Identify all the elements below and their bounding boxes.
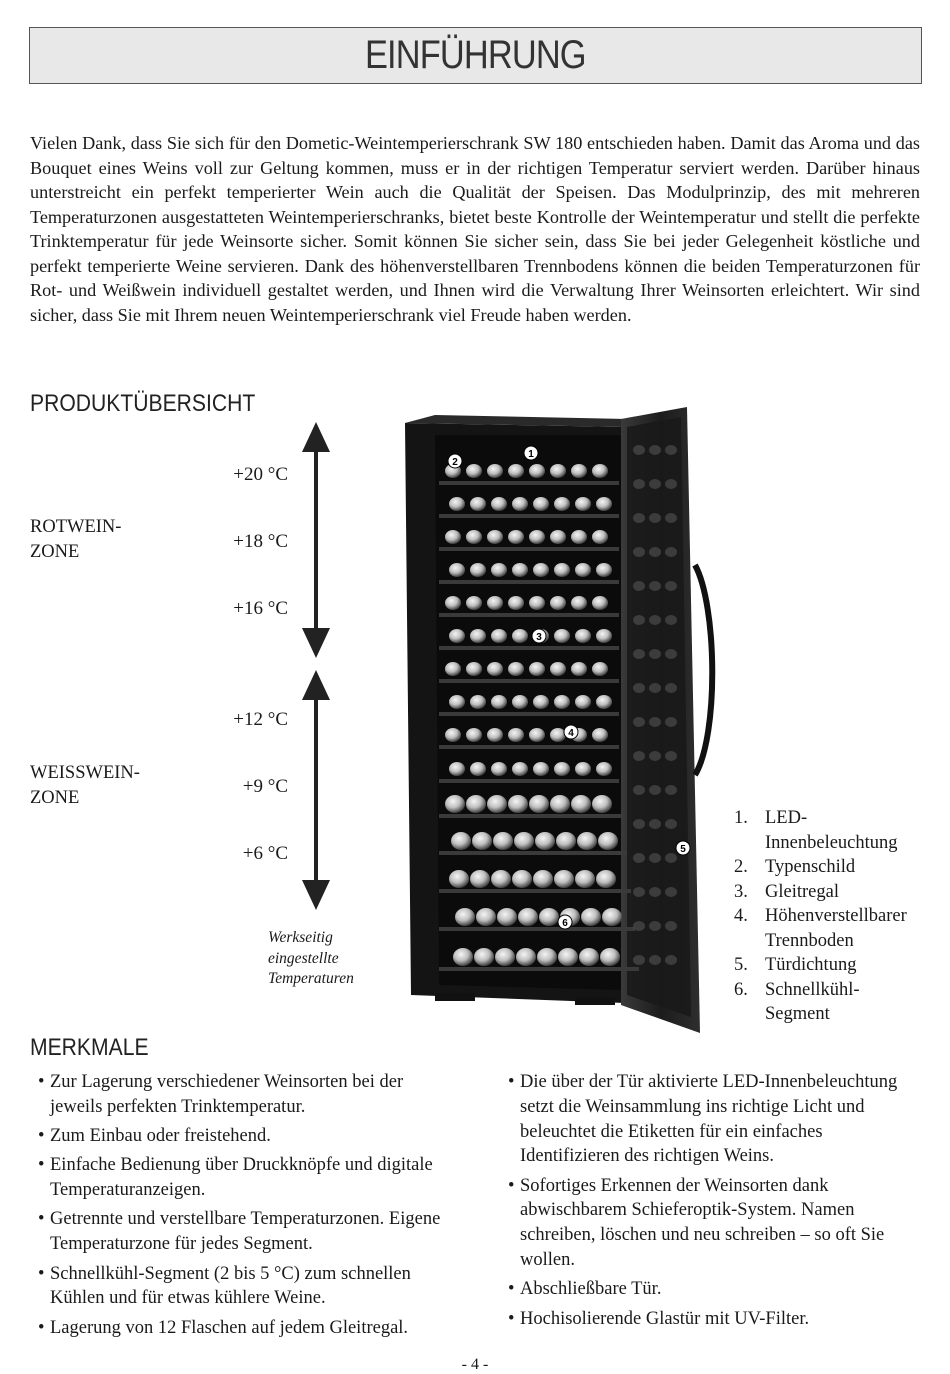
callout-4-icon	[564, 725, 578, 739]
factory-settings-note	[268, 928, 354, 990]
svg-text:6: 6	[562, 918, 568, 929]
feature-item: • Getrennte und verstellbare Temperaturzonen. Eigene Temperaturzone für jedes Segment.	[38, 1207, 458, 1257]
svg-text:2: 2	[452, 457, 458, 468]
red-zone-arrow-icon	[296, 420, 336, 660]
feature-item: • Hochisolierende Glastür mit UV-Filter.	[508, 1307, 913, 1332]
legend-item: 5. Türdichtung	[734, 955, 857, 975]
feature-item: • Zur Lagerung verschiedener Weinsorten bei der jeweils perfekten Trinktemperatur.	[38, 1070, 458, 1120]
feature-item: • Lagerung von 12 Flaschen auf jedem Gleitregal.	[38, 1316, 458, 1341]
feature-item: • Schnellkühl-Segment (2 bis 5 °C) zum schnellen Kühlen und für etwas kühlere Weine.	[38, 1262, 458, 1312]
feature-item: • Einfache Bedienung über Druckknöpfe und digitale Temperaturanzeigen.	[38, 1153, 458, 1203]
legend-item: 4. Höhenverstellbarer Trennboden	[734, 906, 907, 951]
features-heading: MERKMALE	[30, 1034, 149, 1061]
note-line1: Werkseitig	[268, 929, 333, 946]
white-zone-label	[30, 761, 140, 811]
red-zone-line1: ROTWEIN-	[30, 517, 122, 537]
callout-1-icon	[524, 446, 538, 460]
white-zone-line1: WEISSWEIN-	[30, 763, 140, 783]
feature-item: • Die über der Tür aktivierte LED-Innenbeleuchtung setzt die Weinsammlung ins richtige Licht und beleuchtet die Etiketten für ein einfaches Identifizieren des richtigen Weins.	[508, 1070, 913, 1169]
features-list-right	[508, 1070, 913, 1336]
callout-6-icon	[558, 915, 572, 929]
temp-white-low: +6 °C	[242, 843, 288, 864]
note-line3: Temperaturen	[268, 970, 354, 987]
page-number: - 4 -	[461, 1356, 489, 1373]
svg-text:3: 3	[536, 632, 542, 643]
wine-cabinet-illustration	[395, 405, 735, 1045]
legend-item: 3. Gleitregal	[734, 881, 839, 902]
callout-3-icon	[532, 629, 546, 643]
feature-item: • Sofortiges Erkennen der Weinsorten dank abwischbarem Schieferoptik-System. Namen schreiben, löschen und neu schreiben – so oft Sie wollen.	[508, 1174, 913, 1273]
svg-text:5: 5	[680, 844, 686, 855]
legend-item: 1. LED- Innenbeleuchtung	[734, 808, 898, 853]
temp-red-mid: +18 °C	[233, 531, 288, 552]
overview-heading: PRODUKTÜBERSICHT	[30, 390, 256, 417]
title-box	[29, 27, 922, 84]
feature-item: • Zum Einbau oder freistehend.	[38, 1124, 458, 1149]
svg-text:4: 4	[568, 728, 574, 739]
callout-2-icon	[448, 454, 462, 468]
temp-red-low: +16 °C	[233, 598, 288, 619]
white-zone-arrow-icon	[296, 668, 336, 912]
red-zone-line2: ZONE	[30, 542, 80, 562]
white-zone-line2: ZONE	[30, 788, 80, 808]
page-title: EINFÜHRUNG	[365, 33, 586, 77]
intro-text	[30, 131, 920, 327]
temp-white-mid: +9 °C	[242, 776, 288, 797]
red-zone-label	[30, 515, 121, 565]
temp-red-high: +20 °C	[233, 464, 288, 485]
svg-text:1: 1	[528, 449, 534, 460]
intro-paragraph: Vielen Dank, dass Sie sich für den Dometic-Weintemperierschrank SW 180 entschieden haben. Damit das Aroma und das Bouquet eines Weins voll zur Geltung kommen, muss er in der richtigen Temperatur serviert werden. Darüber hinaus unterstreicht ein perfekt temperierter Wein auch die Qualität der Speisen. Das Modulprinzip, des mit mehreren Temperaturzonen ausgestatteten Weintemperierschranks, bietet beste Kontrolle der Weintemperatur und stellt die perfekte Trinktemperatur für jede Weinsorte sicher. Somit können Sie sicher sein, dass Sie bei jeder Gelegenheit köstliche und perfekt temperierte Weine servieren. Dank des höhenverstellbaren Trennbodens können die beiden Temperaturzonen für Rot- und Weißwein individuell gestaltet werden, und Ihnen wird die Verwaltung Ihrer Weinsorten erleichtert. Wir sind sicher, dass Sie mit Ihrem neuen Weintemperierschrank viel Freude haben werden.	[30, 133, 920, 325]
temp-white-high: +12 °C	[233, 709, 288, 730]
features-list-left	[38, 1070, 458, 1345]
note-line2: eingestellte	[268, 949, 339, 967]
parts-legend	[734, 806, 907, 1027]
legend-item: 2. Typenschild	[734, 857, 856, 877]
callout-5-icon	[676, 841, 690, 855]
legend-item: 6. Schnellkühl- Segment	[734, 979, 860, 1024]
feature-item: • Abschließbare Tür.	[508, 1277, 913, 1302]
